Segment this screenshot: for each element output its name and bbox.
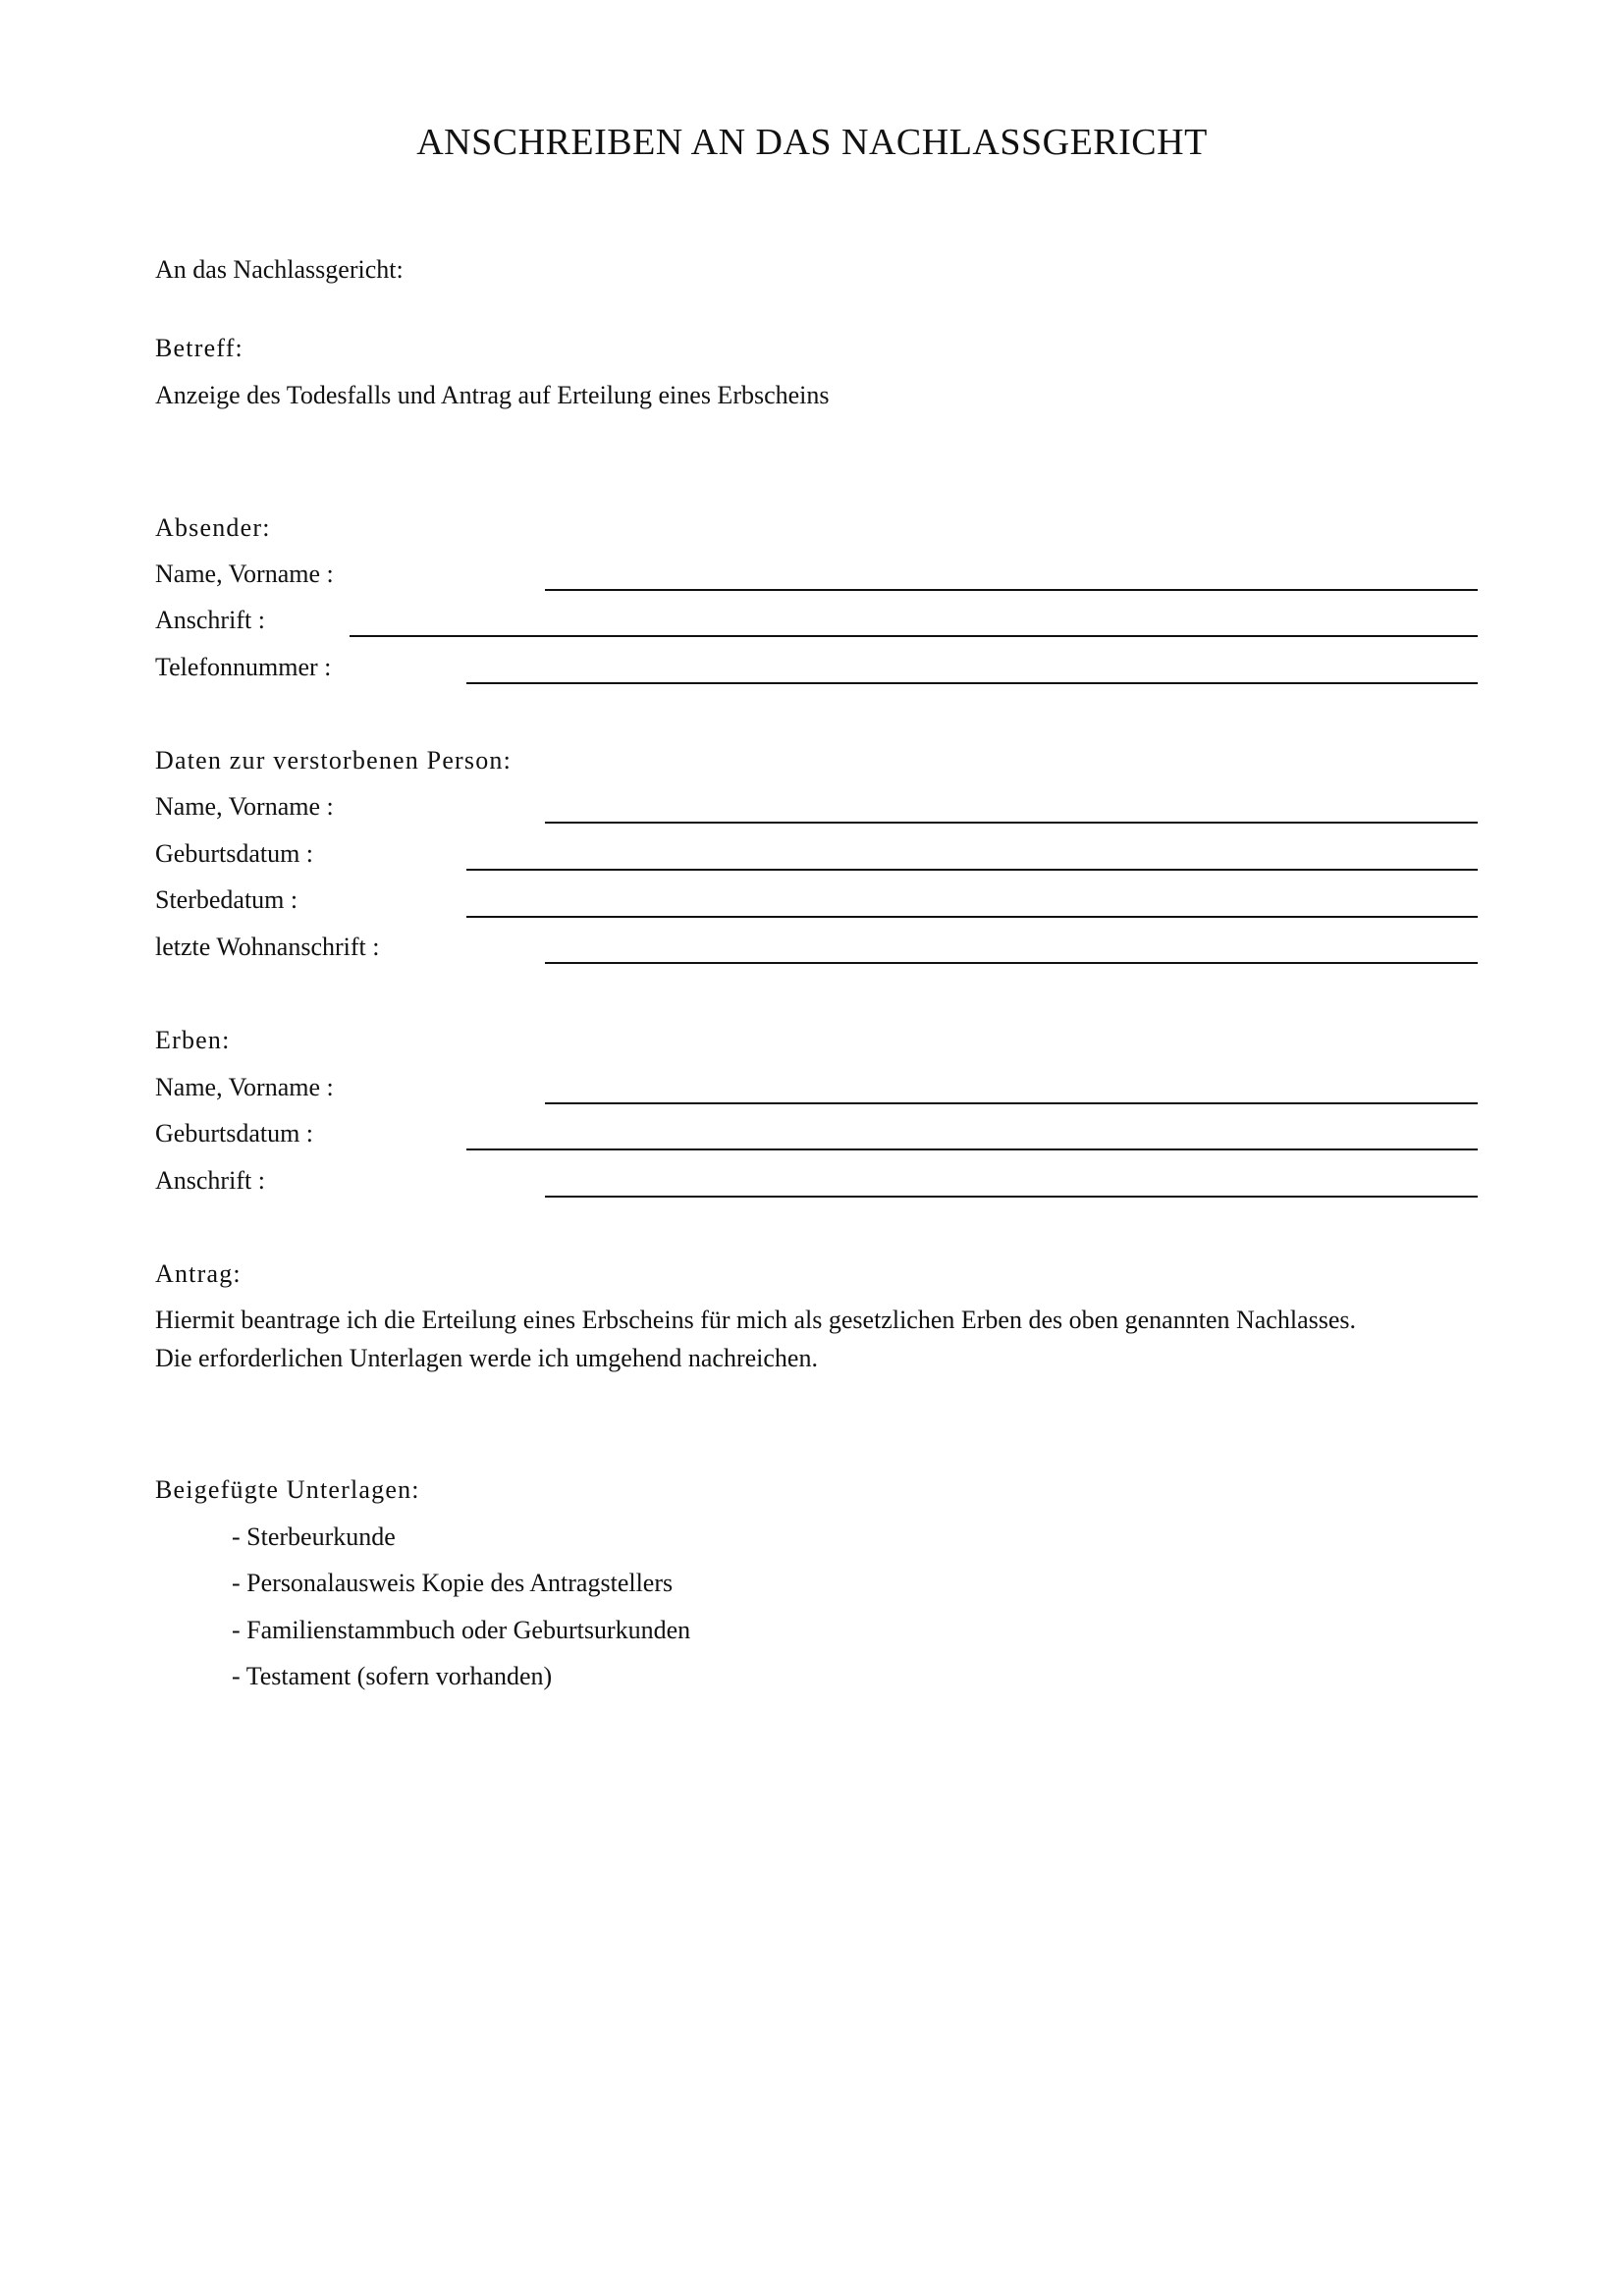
sender-heading: Absender:	[155, 513, 271, 542]
heir-birthdate-field[interactable]	[466, 1148, 1478, 1150]
application-heading: Antrag:	[155, 1259, 242, 1288]
deceased-birthdate-label: Geburtsdatum :	[155, 839, 314, 868]
recipient-line: An das Nachlassgericht:	[155, 255, 404, 284]
attachment-item: - Personalausweis Kopie des Antragstellers	[232, 1569, 674, 1597]
sender-phone-field[interactable]	[466, 682, 1478, 684]
deceased-name-label: Name, Vorname :	[155, 792, 334, 821]
deceased-last-address-field[interactable]	[545, 962, 1478, 964]
deceased-birthdate-field[interactable]	[466, 869, 1478, 871]
heirs-heading: Erben:	[155, 1026, 231, 1054]
deceased-last-address-label: letzte Wohnanschrift :	[155, 933, 380, 961]
attachment-item: - Sterbeurkunde	[232, 1522, 396, 1551]
sender-address-field[interactable]	[350, 635, 1478, 637]
sender-name-field[interactable]	[545, 589, 1478, 591]
heir-birthdate-label: Geburtsdatum :	[155, 1119, 314, 1148]
heir-address-field[interactable]	[545, 1196, 1478, 1198]
attachment-item: - Familienstammbuch oder Geburtsurkunden	[232, 1616, 691, 1644]
deceased-name-field[interactable]	[545, 822, 1478, 824]
deceased-heading: Daten zur verstorbenen Person:	[155, 746, 513, 774]
deceased-deathdate-field[interactable]	[466, 916, 1478, 918]
heir-name-label: Name, Vorname :	[155, 1073, 334, 1101]
deceased-deathdate-label: Sterbedatum :	[155, 885, 298, 914]
attachment-item: - Testament (sofern vorhanden)	[232, 1662, 553, 1690]
subject-heading: Betreff:	[155, 334, 244, 362]
attachments-heading: Beigefügte Unterlagen:	[155, 1475, 420, 1504]
application-text-line-2: Die erforderlichen Unterlagen werde ich umgehend nachreichen.	[155, 1344, 818, 1372]
sender-phone-label: Telefonnummer :	[155, 653, 332, 681]
subject-text: Anzeige des Todesfalls und Antrag auf Erteilung eines Erbscheins	[155, 381, 830, 409]
sender-name-label: Name, Vorname :	[155, 560, 334, 588]
heir-address-label: Anschrift :	[155, 1166, 265, 1195]
heir-name-field[interactable]	[545, 1102, 1478, 1104]
application-text-line-1: Hiermit beantrage ich die Erteilung eines Erbscheins für mich als gesetzlichen Erben des oben genannten Nachlasses.	[155, 1306, 1357, 1334]
page-title: ANSCHREIBEN AN DAS NACHLASSGERICHT	[416, 122, 1208, 163]
sender-address-label: Anschrift :	[155, 606, 265, 634]
